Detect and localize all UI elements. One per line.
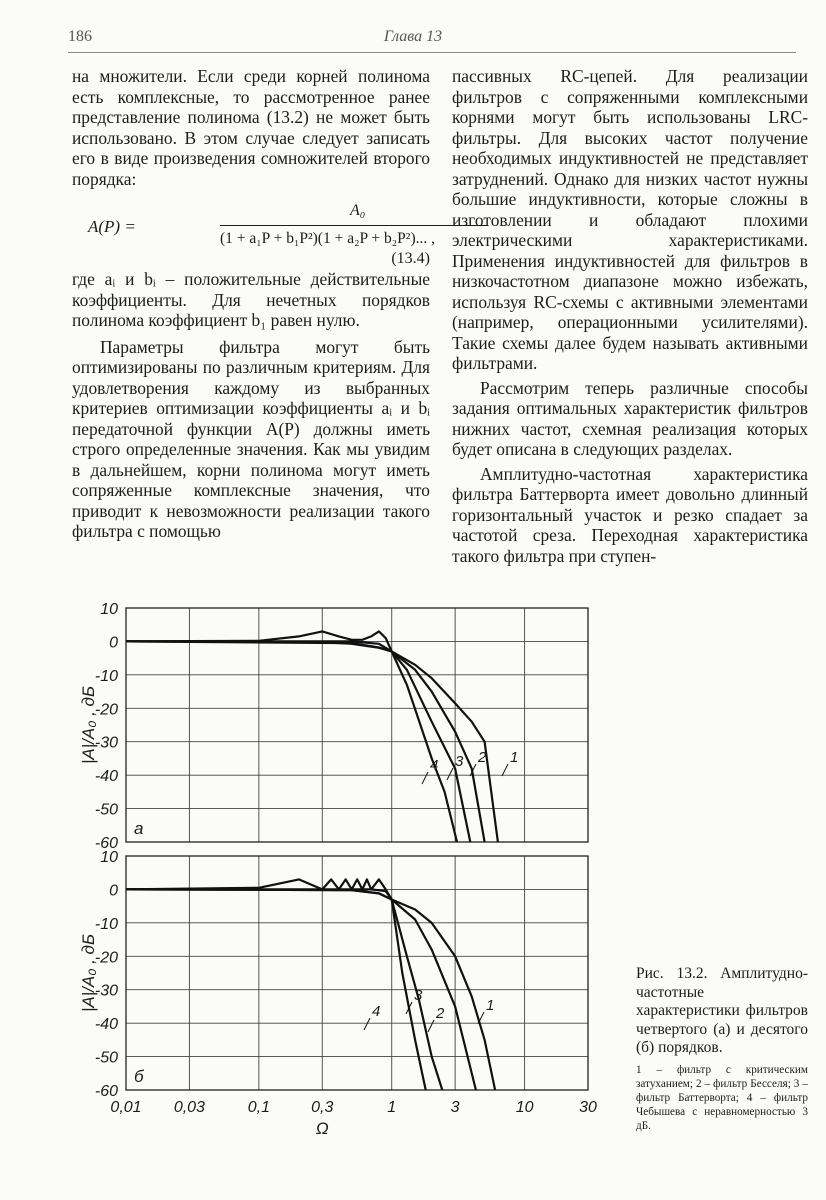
panel-b-ytick-label: -10 xyxy=(94,915,118,933)
panel-a-ytick-label: 10 xyxy=(100,601,118,618)
x-tick-label: 1 xyxy=(387,1099,397,1116)
panel-a-ylabel: |A|/A₀ , дБ xyxy=(79,685,98,765)
right-paragraph-1: пассивных RC-цепей. Для реализации фильтров с сопряженными комплексными корнями могут быть использованы LRC-фильтры. Для высоких частот получение необходимых индуктивностей не представляет затруднений. Однако для низких частот нужны большие индуктивности, которые сложны в изготовлении и обладают плохими электрическими характеристиками. Применения индуктивностей для фильтров в низкочастотном диапазоне можно избежать, используя RC-схемы с активными элементами (например, операционными усилителями). Такие схемы далее будем называть активными фильтрами. xyxy=(452,66,808,373)
x-tick-label: 0,01 xyxy=(110,1099,142,1116)
panel-a-curve-label-1: 1 xyxy=(510,749,519,766)
panel-a-ytick-label: -60 xyxy=(94,835,118,852)
panel-a-letter: а xyxy=(134,819,144,838)
panel-b-ytick-label: -30 xyxy=(94,982,118,1000)
panel-a-curve-leader-4 xyxy=(422,772,428,784)
x-tick-label: 30 xyxy=(579,1099,597,1116)
formula-numerator: A₀ xyxy=(350,202,366,219)
panel-b-letter: б xyxy=(134,1067,144,1086)
panel-a-ytick-label: -10 xyxy=(94,667,118,685)
panel-a-ytick-label: -30 xyxy=(94,734,118,752)
left-paragraph-2: где aᵢ и bᵢ – положительные действительные коэффициенты. Для нечетных порядков полинома коэффициент b₁ равен нулю. xyxy=(72,269,430,330)
panel-a-ytick-label: 0 xyxy=(109,634,118,652)
panel-b-ytick-label: 10 xyxy=(100,849,118,866)
panel-a-ytick-label: -40 xyxy=(94,768,118,786)
panel-b-curve-label-4: 4 xyxy=(372,1003,381,1020)
panel-a-ytick-label: -20 xyxy=(94,701,118,719)
panel-b-curve-label-2: 2 xyxy=(436,1005,445,1022)
panel-a-curve-leader-1 xyxy=(502,764,508,776)
panel-b-ytick-label: -50 xyxy=(94,1049,118,1067)
caption-title: Рис. 13.2. Амплитудно-частотные характеристики фильтров четвертого (а) и десятого (б) порядков. xyxy=(636,965,808,1056)
panel-b-ylabel: |A|/A₀ , дБ xyxy=(79,933,98,1013)
caption-legend: 1 – фильтр с критическим затуханием; 2 – фильтр Бесселя; 3 – фильтр Баттерворта; 4 – фильтр Чебышева с неравномерностью 3 дБ. xyxy=(636,1063,808,1132)
formula-lhs: A(P) = xyxy=(88,217,136,236)
panel-a-curve-label-4: 4 xyxy=(430,757,439,774)
x-tick-label: 10 xyxy=(515,1099,534,1116)
panel-b-ytick-label: -60 xyxy=(94,1083,118,1100)
x-axis-label: Ω xyxy=(315,1119,329,1138)
panel-b-ytick-label: -40 xyxy=(94,1016,118,1034)
panel-b-ytick-label: 0 xyxy=(109,882,118,900)
panel-b-curve-leader-4 xyxy=(364,1018,370,1030)
panel-b-ytick-label: -20 xyxy=(94,949,118,967)
x-tick-label: 0,03 xyxy=(173,1099,205,1116)
left-paragraph-1: на множители. Если среди корней полинома есть комплексные, то рассмотренное ранее представление полинома (13.2) не может быть использовано. В этом случае следует записать его в виде произведения сомножителей второго порядка: xyxy=(72,66,430,189)
panel-a-curve-label-2: 2 xyxy=(478,749,487,766)
panel-b-curve-leader-2 xyxy=(428,1020,434,1032)
panel-a-curve-label-3: 3 xyxy=(455,753,464,770)
x-tick-label: 0,3 xyxy=(311,1099,334,1116)
x-tick-label: 3 xyxy=(450,1099,460,1116)
panel-b-curve-label-1: 1 xyxy=(486,997,495,1014)
page-number: 186 xyxy=(68,28,92,45)
figure-caption xyxy=(636,965,808,1133)
panel-b-curve-4 xyxy=(126,879,426,1090)
panel-a-curve-leader-3 xyxy=(447,768,453,780)
chapter-title: Глава 13 xyxy=(383,28,443,45)
panel-a-ytick-label: -50 xyxy=(94,801,118,819)
x-tick-label: 0,1 xyxy=(247,1099,270,1116)
right-paragraph-2: Рассмотрим теперь различные способы задания оптимальных характеристик фильтров нижних частот, схемная реализация которых будет описана в следующих разделах. xyxy=(452,377,808,459)
right-paragraph-3: Амплитудно-частотная характеристика фильтра Баттерворта имеет довольно длинный горизонтальный участок и резко спадает за частотой среза. Переходная характеристика такого фильтра при ступен- xyxy=(452,463,808,566)
formula-number: (13.4) xyxy=(391,250,430,267)
formula-denominator: (1 + a₁P + b₁P²)(1 + a₂P + b₂P²)... , xyxy=(220,230,435,247)
panel-b-curve-label-3: 3 xyxy=(414,987,423,1004)
left-paragraph-3: Параметры фильтра могут быть оптимизированы по различным критериям. Для удовлетворения каждому из выбранных критериев оптимизации коэффициенты aᵢ и bᵢ передаточной функции A(P) должны иметь строго определенные значения. Как мы увидим в дальнейшем, корни полинома могут иметь сопряженные комплексные значения, что приводит к невозможности реализации такого фильтра с помощью xyxy=(72,336,430,541)
